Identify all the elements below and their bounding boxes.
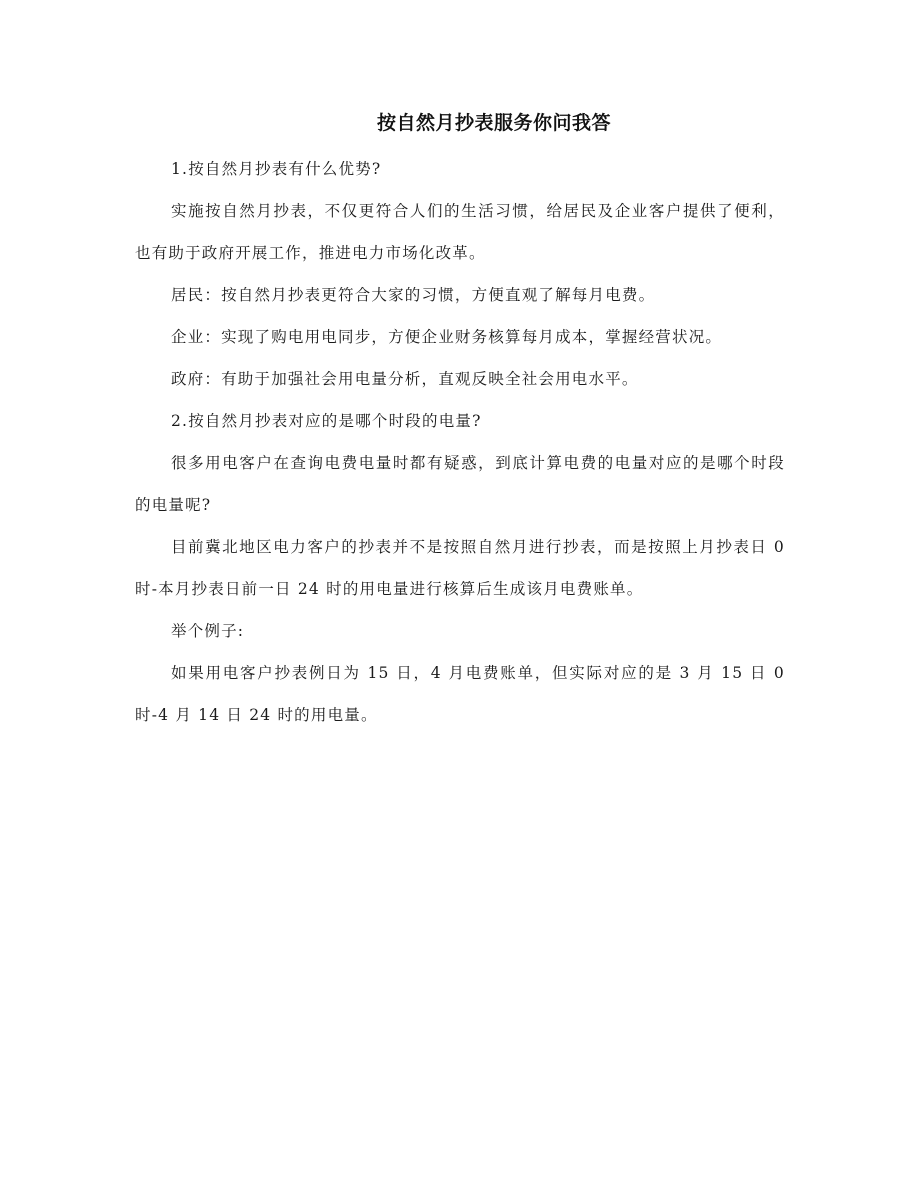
example-paragraph: 如果用电客户抄表例日为 15 日，4 月电费账单，但实际对应的是 3 月 15 日 0 时-4 月 14 日 24 时的用电量。 — [135, 664, 785, 724]
answer-2-paragraph: 很多用电客户在查询电费电量时都有疑惑，到底计算电费的电量对应的是哪个时段的电量呢? — [135, 454, 785, 514]
document-title: 按自然月抄表服务你问我答 — [376, 112, 611, 134]
enterprises-paragraph: 企业：实现了购电用电同步，方便企业财务核算每月成本，掌握经营状况。 — [171, 328, 723, 346]
billing-period-paragraph: 目前冀北地区电力客户的抄表并不是按照自然月进行抄表，而是按照上月抄表日 0 时-本月抄表日前一日 24 时的用电量进行核算后生成该月电费账单。 — [135, 538, 785, 598]
answer-1-paragraph: 实施按自然月抄表，不仅更符合人们的生活习惯，给居民及企业客户提供了便利，也有助于政府开展工作，推进电力市场化改革。 — [135, 202, 785, 262]
example-heading: 举个例子: — [171, 622, 245, 640]
residents-paragraph: 居民：按自然月抄表更符合大家的习惯，方便直观了解每月电费。 — [171, 286, 656, 304]
question-2-heading: 2.按自然月抄表对应的是哪个时段的电量? — [171, 412, 482, 430]
question-1-heading: 1.按自然月抄表有什么优势? — [171, 160, 382, 178]
government-paragraph: 政府：有助于加强社会用电量分析，直观反映全社会用电水平。 — [171, 370, 639, 388]
document-body — [135, 148, 785, 736]
